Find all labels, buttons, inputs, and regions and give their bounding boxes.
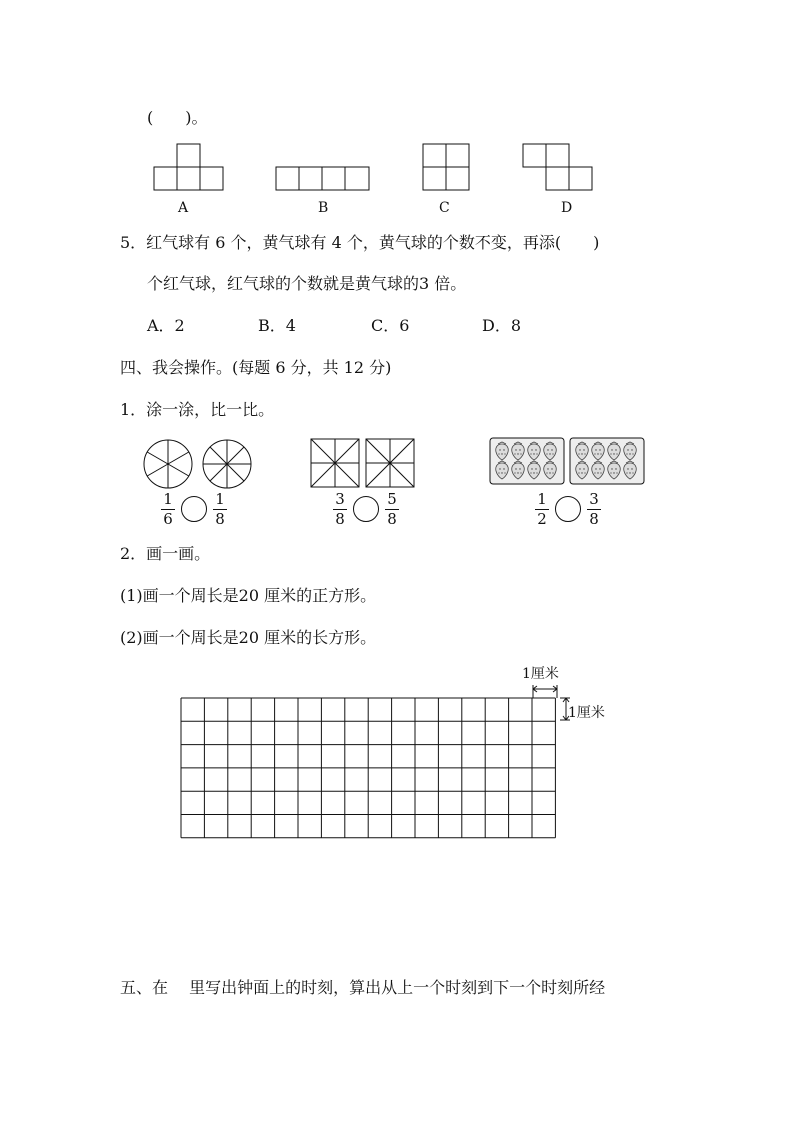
fraction-3-right [585,491,603,528]
q5-line1: 5．红气球有 6 个，黄气球有 4 个，黄气球的个数不变，再添( ) [120,233,600,252]
denominator: 2 [537,510,547,528]
q2-title: 2．画一画。 [120,544,211,563]
numerator: 1 [163,490,173,508]
compare-circle-2[interactable] [353,496,379,522]
compare-circle-1[interactable] [181,496,207,522]
fraction-3-left [533,491,551,528]
fraction-2-left [331,491,349,528]
q5-choice-a[interactable]: A．2 [147,316,185,335]
strawberry-box-1[interactable] [490,438,564,484]
circle-six-parts[interactable] [144,440,192,488]
q5-line2: 个红气球，红气球的个数就是黄气球的3 倍。 [147,274,467,293]
shape-b-label: B [318,200,329,216]
q4-answer-blank: ( )。 [147,108,208,127]
squares-group [308,436,428,492]
fraction-1-left [159,491,177,528]
numerator: 3 [335,490,345,508]
shape-b[interactable] [276,167,369,190]
drawing-grid[interactable] [180,697,560,841]
square-eight-parts-1[interactable] [311,439,359,487]
denominator: 8 [215,510,225,528]
strawberry-box-2[interactable] [570,438,644,484]
q2-part1: (1)画一个周长是20 厘米的正方形。 [120,586,377,605]
square-eight-parts-2[interactable] [366,439,414,487]
net-shapes [140,138,610,198]
numerator: 3 [589,490,599,508]
numerator: 1 [537,490,547,508]
q5-choice-d[interactable]: D．8 [482,316,522,335]
fraction-1-right [211,491,229,528]
denominator: 8 [387,510,397,528]
circles-group [140,436,260,492]
compare-circle-3[interactable] [555,496,581,522]
shape-c[interactable] [423,144,469,190]
shape-d-label: D [561,200,573,216]
denominator: 6 [163,510,173,528]
section5-title: 五、在 里写出钟面上的时刻，算出从上一个时刻到下一个时刻所经 [120,978,606,997]
grid-unit-vertical: 1厘米 [568,705,605,721]
q5-choice-b[interactable]: B．4 [258,316,296,335]
numerator: 1 [215,490,225,508]
denominator: 8 [335,510,345,528]
shape-d[interactable] [523,144,592,190]
grid-unit-horizontal: 1厘米 [522,666,559,682]
denominator: 8 [589,510,599,528]
circle-eight-parts[interactable] [203,440,251,488]
q2-part2: (2)画一个周长是20 厘米的长方形。 [120,628,377,647]
strawberry-boxes [488,436,648,488]
q1-title: 1．涂一涂，比一比。 [120,400,275,419]
shape-a[interactable] [154,144,223,190]
numerator: 5 [387,490,397,508]
section4-title: 四、我会操作。(每题 6 分，共 12 分) [120,358,392,377]
shape-a-label: A [178,200,189,216]
shape-c-label: C [439,200,450,216]
fraction-2-right [383,491,401,528]
q5-choice-c[interactable]: C．6 [371,316,410,335]
